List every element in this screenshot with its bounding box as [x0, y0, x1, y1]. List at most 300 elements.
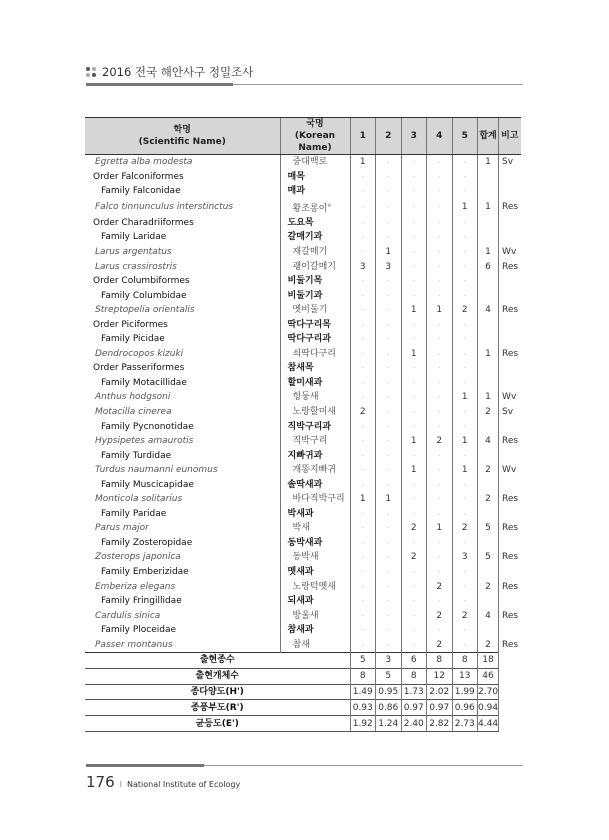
- site-5-count: 2: [452, 608, 478, 623]
- col-site-5: 5: [452, 118, 478, 155]
- table-row-order: [85, 274, 521, 289]
- col-scientific-name: 학명 (Scientific Name): [85, 118, 280, 155]
- site-3-count: -: [401, 623, 427, 638]
- site-1-count: -: [350, 317, 376, 332]
- site-4-count: -: [427, 230, 453, 245]
- running-header: [86, 64, 253, 80]
- korean-name-text: 참새: [292, 639, 310, 650]
- site-4-count: -: [427, 623, 453, 638]
- site-4-count: -: [427, 259, 453, 274]
- scientific-name: Hypsipetes amaurotis: [95, 436, 194, 447]
- site-3-count: -: [401, 274, 427, 289]
- site-5-count: -: [452, 492, 478, 507]
- site-2-count: -: [376, 463, 402, 478]
- site-5-count: -: [452, 579, 478, 594]
- site-4-count: -: [427, 274, 453, 289]
- total-count: [478, 376, 499, 391]
- total-value: 0.94: [478, 700, 499, 716]
- scientific-name: Order Passeriformes: [93, 363, 185, 374]
- total-value: 18: [478, 653, 499, 669]
- korean-name: [280, 170, 350, 185]
- site-3-count: -: [401, 390, 427, 405]
- korean-name: [280, 434, 350, 449]
- site-1-count: -: [350, 419, 376, 434]
- site-5-value: 13: [452, 668, 478, 684]
- korean-name: [280, 259, 350, 274]
- site-3-value: 6: [401, 653, 427, 669]
- header-rule: [86, 83, 233, 86]
- site-3-count: -: [401, 245, 427, 260]
- korean-name: [280, 448, 350, 463]
- table-row-family: [85, 184, 521, 199]
- site-5-count: -: [452, 230, 478, 245]
- site-2-count: -: [376, 361, 402, 376]
- page-footer: [86, 773, 240, 791]
- korean-name-text: 괭이갈매기: [292, 261, 336, 272]
- site-1-count: -: [350, 477, 376, 492]
- table-row-family: [85, 565, 521, 580]
- korean-name-text: 중대백로: [292, 157, 328, 168]
- site-3-count: 1: [401, 303, 427, 318]
- site-3-count: -: [401, 608, 427, 623]
- site-4-value: 0.97: [427, 700, 453, 716]
- site-1-count: 1: [350, 155, 376, 170]
- footer-rule-thin: [204, 765, 523, 766]
- status-note: Wv: [499, 390, 521, 405]
- scientific-name: Order Piciformes: [93, 319, 168, 330]
- korean-name-text: 할미새과: [287, 377, 323, 388]
- site-5-count: -: [452, 332, 478, 347]
- korean-name-text: 박새과: [287, 508, 314, 519]
- site-5-count: -: [452, 448, 478, 463]
- site-5-count: -: [452, 419, 478, 434]
- summary-label: 종풍부도(R'): [85, 700, 350, 716]
- site-1-count: -: [350, 361, 376, 376]
- summary-row: [85, 653, 521, 669]
- summary-label: 출현개체수: [85, 668, 350, 684]
- table-row-species: [85, 199, 521, 216]
- site-3-count: -: [401, 361, 427, 376]
- site-2-count: -: [376, 347, 402, 362]
- site-4-count: -: [427, 317, 453, 332]
- total-count: 2: [478, 638, 499, 653]
- total-value: 46: [478, 668, 499, 684]
- site-1-count: 1: [350, 492, 376, 507]
- site-4-count: -: [427, 565, 453, 580]
- site-5-count: 1: [452, 434, 478, 449]
- site-4-count: 2: [427, 608, 453, 623]
- korean-name: [280, 405, 350, 420]
- site-3-count: 1: [401, 347, 427, 362]
- empty-note-cell: [499, 653, 521, 669]
- site-1-count: -: [350, 579, 376, 594]
- site-5-count: 1: [452, 463, 478, 478]
- table-row-order: [85, 361, 521, 376]
- scientific-name: Order Columbiformes: [93, 276, 190, 287]
- site-2-count: -: [376, 536, 402, 551]
- site-1-count: -: [350, 332, 376, 347]
- korean-name-text: 멧새과: [287, 567, 314, 578]
- table-row-species: [85, 303, 521, 318]
- site-5-count: -: [452, 184, 478, 199]
- table-row-family: [85, 419, 521, 434]
- empty-note-cell: [499, 668, 521, 684]
- korean-name-text: 매과: [287, 186, 305, 197]
- site-5-count: -: [452, 347, 478, 362]
- site-1-count: -: [350, 521, 376, 536]
- total-count: 6: [478, 259, 499, 274]
- table-row-family: [85, 288, 521, 303]
- header-rule-thin: [233, 84, 523, 85]
- status-note: [499, 274, 521, 289]
- korean-name-text: 비둘기목: [287, 276, 323, 287]
- site-2-count: -: [376, 184, 402, 199]
- table-row-family: [85, 507, 521, 522]
- site-4-value: 2.82: [427, 716, 453, 732]
- korean-name: [280, 303, 350, 318]
- footer-institute: National Institute of Ecology: [127, 780, 241, 789]
- korean-name: [280, 376, 350, 391]
- site-4-count: -: [427, 184, 453, 199]
- site-5-count: 1: [452, 199, 478, 216]
- table-row-species: [85, 259, 521, 274]
- site-1-value: 1.92: [350, 716, 376, 732]
- site-2-count: -: [376, 419, 402, 434]
- site-4-count: -: [427, 507, 453, 522]
- status-note: [499, 288, 521, 303]
- status-note: [499, 477, 521, 492]
- summary-label: 균등도(E'): [85, 716, 350, 732]
- korean-name-text: 바다직박구리: [292, 494, 345, 505]
- status-note: [499, 419, 521, 434]
- korean-name-text: 딱다구리목: [287, 319, 331, 330]
- col-site-2: 2: [376, 118, 402, 155]
- status-note: [499, 184, 521, 199]
- scientific-name: Family Turdidae: [101, 450, 172, 461]
- status-note: [499, 216, 521, 231]
- site-3-count: -: [401, 419, 427, 434]
- site-3-count: -: [401, 477, 427, 492]
- table-row-family: [85, 536, 521, 551]
- bullet-dots-icon: [86, 67, 96, 77]
- summary-row: [85, 668, 521, 684]
- site-3-count: -: [401, 507, 427, 522]
- scientific-name: Streptopelia orientalis: [95, 305, 195, 316]
- site-4-count: -: [427, 170, 453, 185]
- footer-rule: [86, 764, 204, 767]
- korean-name: [280, 550, 350, 565]
- header-title: 2016 전국 해안사구 정밀조사: [102, 65, 254, 79]
- korean-name: [280, 199, 350, 216]
- site-3-count: -: [401, 405, 427, 420]
- table-row-order: [85, 216, 521, 231]
- site-2-value: 3: [376, 653, 402, 669]
- korean-name: [280, 216, 350, 231]
- status-note: Res: [499, 347, 521, 362]
- korean-name-text: 갈매기과: [287, 232, 323, 243]
- site-3-count: -: [401, 448, 427, 463]
- site-5-value: 1.99: [452, 684, 478, 700]
- site-1-count: -: [350, 347, 376, 362]
- scientific-name: Emberiza elegans: [95, 581, 176, 592]
- total-count: 5: [478, 550, 499, 565]
- table-row-species: [85, 608, 521, 623]
- site-3-count: -: [401, 565, 427, 580]
- korean-name-text: 노랑턱멧새: [292, 581, 336, 592]
- site-2-count: -: [376, 405, 402, 420]
- total-count: 5: [478, 521, 499, 536]
- site-3-count: -: [401, 332, 427, 347]
- korean-name-text: 비둘기과: [287, 290, 323, 301]
- table-row-species: [85, 390, 521, 405]
- page-number: 176: [86, 773, 115, 791]
- site-5-count: 2: [452, 303, 478, 318]
- site-2-count: -: [376, 434, 402, 449]
- korean-name-text: 개똥지빠귀: [292, 465, 336, 476]
- site-2-count: -: [376, 199, 402, 216]
- table-row-species: [85, 638, 521, 653]
- status-note: [499, 332, 521, 347]
- korean-name-text: 되새과: [287, 596, 314, 607]
- summary-row: [85, 700, 521, 716]
- site-4-count: -: [427, 463, 453, 478]
- status-note: [499, 376, 521, 391]
- korean-name-text: 딱다구리과: [287, 334, 331, 345]
- scientific-name: Falco tinnunculus interstinctus: [95, 202, 234, 213]
- korean-name-text: 도요목: [287, 217, 314, 228]
- site-4-count: -: [427, 347, 453, 362]
- scientific-name: Zosterops japonica: [95, 552, 181, 563]
- korean-name: [280, 507, 350, 522]
- site-1-count: -: [350, 608, 376, 623]
- site-2-value: 1.24: [376, 716, 402, 732]
- site-2-count: -: [376, 170, 402, 185]
- korean-name: [280, 390, 350, 405]
- total-count: [478, 184, 499, 199]
- site-1-count: -: [350, 448, 376, 463]
- site-5-value: 0.96: [452, 700, 478, 716]
- korean-name-text: 박새: [292, 523, 310, 534]
- table-row-order: [85, 170, 521, 185]
- site-3-count: -: [401, 230, 427, 245]
- site-4-count: -: [427, 594, 453, 609]
- site-4-count: -: [427, 216, 453, 231]
- empty-note-cell: [499, 716, 521, 732]
- site-1-count: -: [350, 274, 376, 289]
- total-count: [478, 623, 499, 638]
- korean-name-text: 직박구리: [292, 436, 328, 447]
- table-row-family: [85, 376, 521, 391]
- table-row-species: [85, 405, 521, 420]
- site-1-value: 8: [350, 668, 376, 684]
- table-row-species: [85, 463, 521, 478]
- total-count: 1: [478, 347, 499, 362]
- site-3-count: -: [401, 317, 427, 332]
- site-3-count: -: [401, 199, 427, 216]
- site-1-count: -: [350, 463, 376, 478]
- site-1-count: -: [350, 550, 376, 565]
- site-2-count: -: [376, 623, 402, 638]
- site-1-count: -: [350, 245, 376, 260]
- site-2-value: 0.86: [376, 700, 402, 716]
- scientific-name: Family Columbidae: [101, 290, 187, 301]
- site-4-value: 12: [427, 668, 453, 684]
- scientific-name: Motacilla cinerea: [95, 407, 172, 418]
- site-4-count: -: [427, 376, 453, 391]
- total-count: 4: [478, 434, 499, 449]
- site-2-count: -: [376, 507, 402, 522]
- site-5-count: -: [452, 536, 478, 551]
- scientific-name: Monticola solitarius: [95, 494, 183, 505]
- korean-name: [280, 288, 350, 303]
- korean-name: [280, 608, 350, 623]
- status-note: [499, 507, 521, 522]
- site-3-count: -: [401, 259, 427, 274]
- total-count: [478, 230, 499, 245]
- summary-row: [85, 716, 521, 732]
- status-note: [499, 623, 521, 638]
- status-note: Res: [499, 550, 521, 565]
- site-2-count: -: [376, 288, 402, 303]
- korean-name: [280, 419, 350, 434]
- site-3-count: -: [401, 579, 427, 594]
- site-5-count: -: [452, 274, 478, 289]
- scientific-name: Family Pycnonotidae: [101, 421, 194, 432]
- site-3-count: -: [401, 536, 427, 551]
- site-2-count: -: [376, 448, 402, 463]
- scientific-name: Cardulis sinica: [95, 610, 161, 621]
- col-site-1: 1: [350, 118, 376, 155]
- scientific-name: Family Falconidae: [101, 186, 181, 197]
- site-3-count: -: [401, 184, 427, 199]
- site-2-count: -: [376, 230, 402, 245]
- total-count: 2: [478, 463, 499, 478]
- site-2-value: 0.95: [376, 684, 402, 700]
- korean-name-text: 지빠귀과: [287, 450, 323, 461]
- table-row-family: [85, 594, 521, 609]
- scientific-name: Egretta alba modesta: [95, 157, 193, 168]
- status-note: Sv: [499, 405, 521, 420]
- total-count: 1: [478, 245, 499, 260]
- korean-name-text: 동박새과: [287, 537, 323, 548]
- site-1-count: -: [350, 536, 376, 551]
- site-2-value: 5: [376, 668, 402, 684]
- korean-name-text: 방울새: [292, 610, 319, 621]
- table-row-family: [85, 623, 521, 638]
- site-1-count: -: [350, 623, 376, 638]
- col-site-3: 3: [401, 118, 427, 155]
- scientific-name: Parus major: [95, 523, 149, 534]
- korean-name: [280, 565, 350, 580]
- table-row-species: [85, 155, 521, 170]
- status-note: Wv: [499, 245, 521, 260]
- korean-name-text: 참새과: [287, 625, 314, 636]
- site-4-count: -: [427, 361, 453, 376]
- total-count: [478, 332, 499, 347]
- site-1-count: -: [350, 303, 376, 318]
- site-4-count: -: [427, 536, 453, 551]
- korean-name: [280, 521, 350, 536]
- korean-name-text: 멧비둘기: [292, 305, 328, 316]
- site-1-value: 5: [350, 653, 376, 669]
- total-count: [478, 536, 499, 551]
- total-count: [478, 565, 499, 580]
- table-row-family: [85, 448, 521, 463]
- site-5-value: 2.73: [452, 716, 478, 732]
- site-1-count: -: [350, 230, 376, 245]
- total-count: [478, 594, 499, 609]
- scientific-name: Larus crassirostris: [95, 261, 177, 272]
- site-5-count: -: [452, 288, 478, 303]
- scientific-name: Passer montanus: [95, 639, 173, 650]
- site-1-count: -: [350, 170, 376, 185]
- status-note: Res: [499, 608, 521, 623]
- korean-name: [280, 245, 350, 260]
- site-2-count: -: [376, 376, 402, 391]
- total-count: 4: [478, 303, 499, 318]
- site-4-count: -: [427, 155, 453, 170]
- total-count: 4: [478, 608, 499, 623]
- site-2-count: -: [376, 477, 402, 492]
- korean-name-text: 힝둥새: [292, 392, 319, 403]
- col-site-4: 4: [427, 118, 453, 155]
- korean-name: [280, 361, 350, 376]
- site-4-count: 2: [427, 579, 453, 594]
- status-note: [499, 594, 521, 609]
- korean-name-text: 동박새: [292, 552, 319, 563]
- site-4-value: 8: [427, 653, 453, 669]
- col-korean-name: 국명 (Korean Name): [280, 118, 350, 155]
- site-3-value: 1.73: [401, 684, 427, 700]
- summary-row: [85, 684, 521, 700]
- site-4-count: -: [427, 492, 453, 507]
- korean-name: [280, 536, 350, 551]
- korean-name: [280, 638, 350, 653]
- total-count: [478, 170, 499, 185]
- site-3-value: 2.40: [401, 716, 427, 732]
- total-count: 2: [478, 405, 499, 420]
- site-2-count: -: [376, 550, 402, 565]
- site-3-count: 1: [401, 463, 427, 478]
- site-2-count: -: [376, 608, 402, 623]
- col-note: 비고: [499, 118, 521, 155]
- status-note: Res: [499, 492, 521, 507]
- site-2-count: -: [376, 638, 402, 653]
- scientific-name: Larus argentatus: [95, 247, 172, 257]
- footer-separator: I: [119, 780, 122, 789]
- site-4-count: 1: [427, 303, 453, 318]
- site-5-count: -: [452, 477, 478, 492]
- site-1-count: -: [350, 216, 376, 231]
- total-count: [478, 361, 499, 376]
- site-2-count: -: [376, 579, 402, 594]
- site-5-count: 2: [452, 521, 478, 536]
- empty-note-cell: [499, 684, 521, 700]
- site-5-count: -: [452, 565, 478, 580]
- site-2-count: -: [376, 303, 402, 318]
- site-4-count: 1: [427, 521, 453, 536]
- status-note: [499, 317, 521, 332]
- site-3-count: 2: [401, 550, 427, 565]
- korean-name-text: 노랑할미새: [292, 407, 336, 418]
- status-note: Wv: [499, 463, 521, 478]
- site-2-count: -: [376, 155, 402, 170]
- status-note: Res: [499, 199, 521, 216]
- site-2-count: -: [376, 521, 402, 536]
- site-5-count: -: [452, 507, 478, 522]
- total-count: [478, 274, 499, 289]
- protected-species-mark: ※: [327, 202, 332, 209]
